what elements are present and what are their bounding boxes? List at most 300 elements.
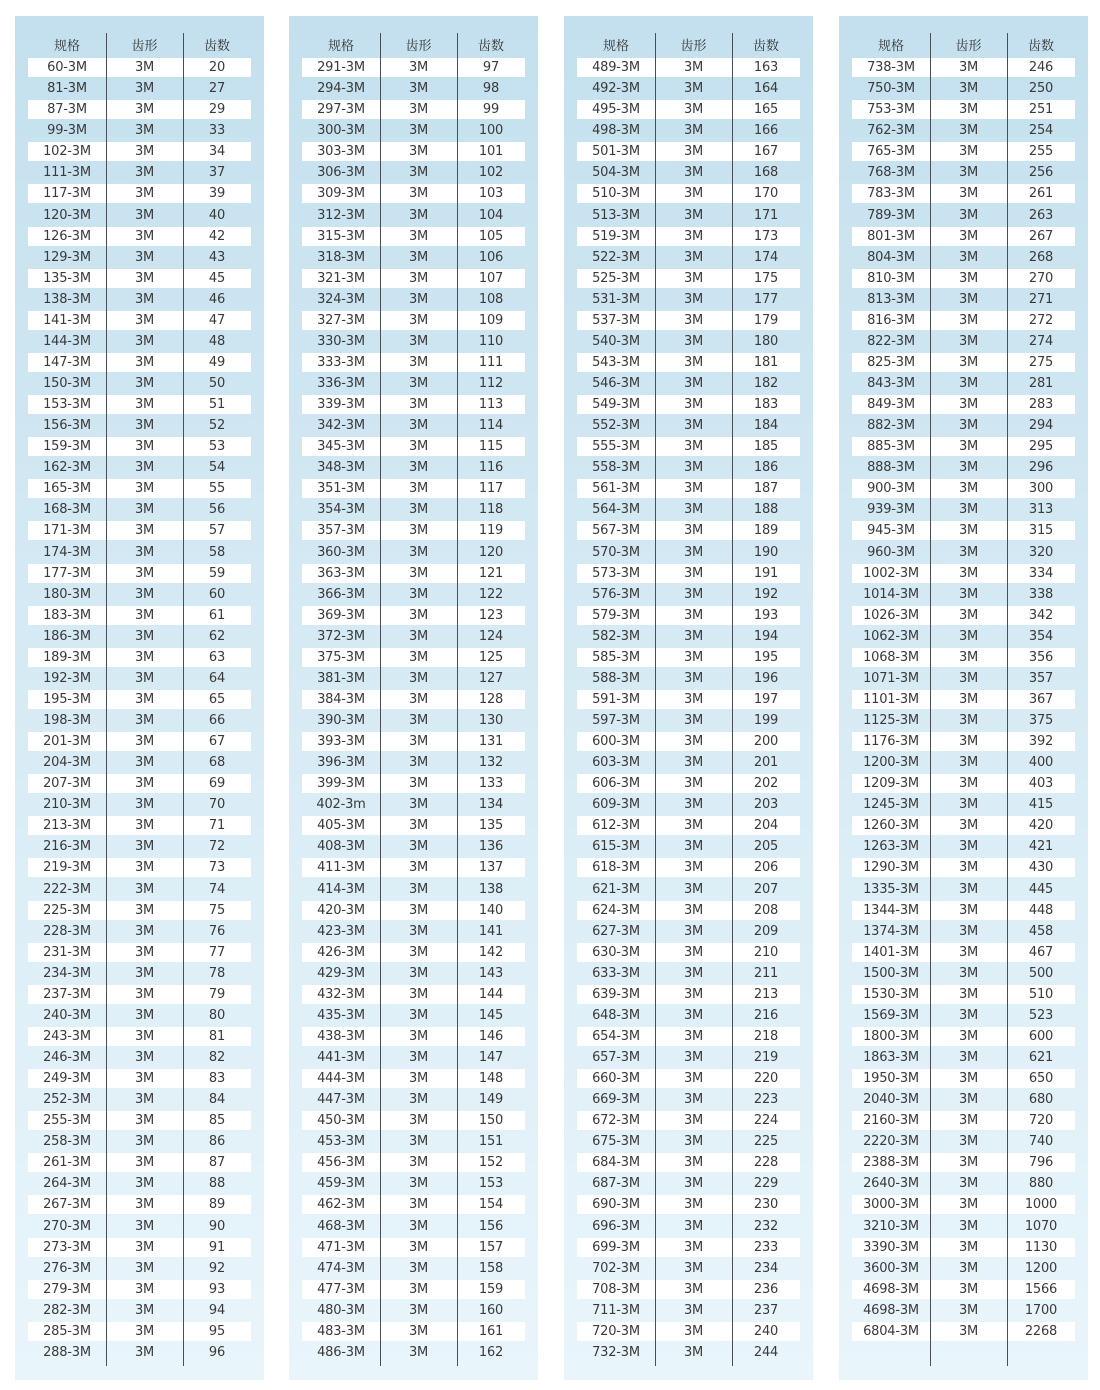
cell-spec: 177-3M <box>43 565 91 581</box>
header-tooth-count: 齿数 <box>1027 39 1054 54</box>
cell-tooth-count: 367 <box>1028 691 1054 707</box>
cell-tooth-count: 267 <box>1028 228 1054 244</box>
spec-table-panel-4 <box>839 16 1088 1380</box>
cell-tooth-count: 194 <box>753 628 779 644</box>
cell-tooth-profile: 3M <box>683 1260 704 1276</box>
table-row <box>852 648 1075 667</box>
cell-tooth-profile: 3M <box>683 1028 704 1044</box>
cell-tooth-count: 156 <box>478 1218 504 1234</box>
cell-tooth-profile: 3M <box>134 734 155 750</box>
cell-spec: 240-3M <box>43 1007 91 1023</box>
table-row <box>302 732 525 751</box>
table-row <box>852 500 1075 519</box>
table-row <box>302 269 525 288</box>
cell-spec: 1263-3M <box>863 839 919 855</box>
cell-spec: 1290-3M <box>863 860 919 876</box>
cell-spec: 654-3M <box>592 1028 640 1044</box>
table-row <box>577 1132 800 1151</box>
cell-spec: 126-3M <box>43 228 91 244</box>
cell-tooth-count: 251 <box>1028 102 1054 118</box>
header-tooth-profile: 齿形 <box>405 39 432 54</box>
cell-tooth-count: 467 <box>1028 944 1054 960</box>
cell-tooth-profile: 3M <box>134 397 155 413</box>
cell-tooth-profile: 3M <box>683 1007 704 1023</box>
cell-tooth-count: 96 <box>208 1344 226 1360</box>
cell-tooth-count: 191 <box>753 565 779 581</box>
cell-spec: 513-3M <box>592 207 640 223</box>
table-row <box>302 1153 525 1172</box>
cell-tooth-count: 134 <box>478 797 504 813</box>
table-row <box>302 627 525 646</box>
cell-spec: 477-3M <box>317 1281 365 1297</box>
table-row <box>852 774 1075 793</box>
table-row <box>852 521 1075 540</box>
cell-tooth-count: 110 <box>478 333 504 349</box>
cell-tooth-count: 392 <box>1028 734 1054 750</box>
cell-tooth-count: 357 <box>1028 670 1054 686</box>
table-row <box>577 627 800 646</box>
table-row <box>852 458 1075 477</box>
table-row <box>302 901 525 920</box>
table-row <box>28 901 251 920</box>
cell-tooth-profile: 3M <box>134 1260 155 1276</box>
cell-spec: 312-3M <box>317 207 365 223</box>
cell-tooth-profile: 3M <box>408 523 429 539</box>
cell-spec: 555-3M <box>592 439 640 455</box>
table-row <box>28 395 251 414</box>
table-row <box>852 184 1075 203</box>
cell-spec: 270-3M <box>43 1218 91 1234</box>
table-row <box>28 142 251 161</box>
cell-tooth-count: 135 <box>478 818 504 834</box>
cell-spec: 120-3M <box>43 207 91 223</box>
cell-tooth-count: 1000 <box>1024 1197 1058 1213</box>
table-row <box>28 353 251 372</box>
cell-spec: 306-3M <box>317 165 365 181</box>
cell-tooth-profile: 3M <box>958 1323 979 1339</box>
cell-spec: 420-3M <box>317 902 365 918</box>
table-row <box>577 332 800 351</box>
cell-tooth-profile: 3M <box>134 81 155 97</box>
cell-tooth-count: 136 <box>478 839 504 855</box>
cell-spec: 192-3M <box>43 670 91 686</box>
cell-tooth-profile: 3M <box>958 734 979 750</box>
table-row <box>577 648 800 667</box>
cell-spec: 567-3M <box>592 523 640 539</box>
cell-tooth-count: 338 <box>1028 586 1054 602</box>
cell-tooth-profile: 3M <box>134 1344 155 1360</box>
cell-tooth-count: 107 <box>478 270 504 286</box>
table-row <box>28 1153 251 1172</box>
cell-tooth-profile: 3M <box>958 291 979 307</box>
table-row <box>302 1048 525 1067</box>
table-row <box>577 1322 800 1341</box>
table-row <box>577 858 800 877</box>
table-row <box>852 79 1075 98</box>
cell-tooth-count: 78 <box>208 965 226 981</box>
cell-tooth-profile: 3M <box>958 923 979 939</box>
cell-spec: 264-3M <box>43 1176 91 1192</box>
cell-tooth-count: 181 <box>753 354 779 370</box>
cell-tooth-count: 184 <box>753 418 779 434</box>
cell-spec: 6804-3M <box>863 1323 919 1339</box>
spec-table-panel-1 <box>15 16 264 1380</box>
header-tooth-count: 齿数 <box>477 39 504 54</box>
cell-tooth-count: 70 <box>208 797 226 813</box>
cell-tooth-profile: 3M <box>408 481 429 497</box>
cell-tooth-count: 142 <box>478 944 504 960</box>
table-row <box>577 121 800 140</box>
cell-tooth-profile: 3M <box>408 291 429 307</box>
cell-spec: 1125-3M <box>863 713 919 728</box>
cell-tooth-count: 197 <box>753 691 779 707</box>
cell-spec: 255-3M <box>43 1113 91 1129</box>
cell-tooth-count: 356 <box>1028 649 1054 665</box>
cell-spec: 468-3M <box>317 1218 365 1234</box>
cell-tooth-profile: 3M <box>134 1239 155 1255</box>
table-row <box>852 732 1075 751</box>
cell-spec: 621-3M <box>592 881 640 897</box>
cell-spec: 381-3M <box>317 670 365 686</box>
cell-tooth-profile: 3M <box>683 439 704 455</box>
cell-tooth-count: 72 <box>208 839 226 855</box>
cell-tooth-profile: 3M <box>683 165 704 181</box>
cell-tooth-profile: 3M <box>134 418 155 434</box>
cell-tooth-profile: 3M <box>683 628 704 644</box>
cell-tooth-profile: 3M <box>134 144 155 160</box>
cell-tooth-count: 165 <box>753 102 779 118</box>
column-divider <box>732 33 733 1366</box>
table-row <box>577 1195 800 1214</box>
cell-tooth-profile: 3M <box>683 713 704 728</box>
table-row <box>577 395 800 414</box>
cell-tooth-count: 150 <box>478 1113 504 1129</box>
cell-tooth-count: 56 <box>208 502 226 518</box>
table-row <box>302 500 525 519</box>
cell-tooth-profile: 3M <box>683 565 704 581</box>
table-row <box>577 416 800 435</box>
cell-tooth-profile: 3M <box>408 439 429 455</box>
cell-tooth-count: 103 <box>478 186 504 202</box>
cell-tooth-count: 195 <box>753 649 779 665</box>
cell-tooth-count: 270 <box>1028 270 1054 286</box>
cell-tooth-count: 117 <box>478 481 504 497</box>
cell-tooth-profile: 3M <box>134 1218 155 1234</box>
table-row <box>28 627 251 646</box>
table-row <box>28 858 251 877</box>
cell-tooth-profile: 3M <box>134 333 155 349</box>
table-row <box>852 985 1075 1004</box>
cell-spec: 603-3M <box>592 755 640 771</box>
cell-tooth-profile: 3M <box>408 165 429 181</box>
table-row <box>302 1090 525 1109</box>
cell-spec: 1530-3M <box>863 986 919 1002</box>
cell-spec: 390-3M <box>317 713 365 728</box>
cell-spec: 462-3M <box>317 1197 365 1213</box>
cell-tooth-profile: 3M <box>134 1134 155 1150</box>
cell-spec: 579-3M <box>592 607 640 623</box>
cell-spec: 279-3M <box>43 1281 91 1297</box>
cell-tooth-count: 220 <box>753 1071 779 1087</box>
cell-spec: 1176-3M <box>863 734 919 750</box>
cell-spec: 684-3M <box>592 1155 640 1171</box>
table-row <box>28 1006 251 1025</box>
header-tooth-count: 齿数 <box>203 39 230 54</box>
cell-tooth-profile: 3M <box>134 628 155 644</box>
table-row <box>302 880 525 899</box>
cell-tooth-profile: 3M <box>134 860 155 876</box>
cell-tooth-count: 621 <box>1028 1050 1054 1065</box>
cell-tooth-count: 179 <box>753 312 779 328</box>
cell-spec: 189-3M <box>43 649 91 665</box>
table-row <box>28 1174 251 1193</box>
cell-tooth-profile: 3M <box>134 460 155 476</box>
cell-spec: 282-3M <box>43 1302 91 1318</box>
cell-tooth-count: 116 <box>478 460 504 476</box>
cell-spec: 549-3M <box>592 397 640 413</box>
table-header <box>577 33 800 56</box>
cell-tooth-count: 97 <box>482 60 500 76</box>
cell-tooth-count: 119 <box>478 523 504 539</box>
cell-tooth-count: 600 <box>1028 1028 1054 1044</box>
cell-tooth-count: 256 <box>1028 165 1054 181</box>
cell-spec: 408-3M <box>317 839 365 855</box>
spec-table-panel-2 <box>289 16 538 1380</box>
table-row <box>302 1132 525 1151</box>
cell-spec: 813-3M <box>867 291 915 307</box>
cell-tooth-count: 148 <box>478 1071 504 1087</box>
cell-spec: 882-3M <box>867 418 915 434</box>
cell-tooth-profile: 3M <box>958 481 979 497</box>
cell-spec: 441-3M <box>317 1050 365 1065</box>
cell-tooth-count: 90 <box>208 1218 226 1234</box>
cell-tooth-count: 79 <box>208 986 226 1002</box>
table-row <box>28 1280 251 1299</box>
table-header <box>28 33 251 56</box>
header-spec: 规格 <box>877 39 904 54</box>
cell-tooth-count: 204 <box>753 818 779 834</box>
cell-tooth-count: 228 <box>753 1155 779 1171</box>
cell-tooth-count: 271 <box>1028 291 1054 307</box>
cell-tooth-profile: 3M <box>408 60 429 76</box>
cell-tooth-profile: 3M <box>134 1176 155 1192</box>
table-row <box>852 690 1075 709</box>
table-row <box>577 816 800 835</box>
column-divider <box>930 33 931 1366</box>
cell-spec: 450-3M <box>317 1113 365 1129</box>
cell-tooth-profile: 3M <box>134 944 155 960</box>
cell-spec: 570-3M <box>592 544 640 560</box>
cell-tooth-profile: 3M <box>683 291 704 307</box>
cell-tooth-count: 193 <box>753 607 779 623</box>
table-row <box>577 943 800 962</box>
cell-tooth-count: 45 <box>208 270 226 286</box>
cell-spec: 99-3M <box>47 123 87 139</box>
cell-spec: 135-3M <box>43 270 91 286</box>
cell-tooth-count: 187 <box>753 481 779 497</box>
cell-tooth-profile: 3M <box>958 249 979 265</box>
table-row <box>577 1301 800 1320</box>
table-row <box>852 332 1075 351</box>
cell-spec: 204-3M <box>43 755 91 771</box>
cell-tooth-profile: 3M <box>408 986 429 1002</box>
cell-tooth-count: 210 <box>753 944 779 960</box>
cell-tooth-profile: 3M <box>408 81 429 97</box>
cell-tooth-profile: 3M <box>683 123 704 139</box>
table-row <box>28 121 251 140</box>
cell-tooth-profile: 3M <box>408 839 429 855</box>
cell-tooth-profile: 3M <box>683 586 704 602</box>
table-row <box>577 1153 800 1172</box>
table-row <box>28 606 251 625</box>
cell-tooth-profile: 3M <box>134 607 155 623</box>
cell-spec: 3600-3M <box>863 1260 919 1276</box>
cell-tooth-count: 421 <box>1028 839 1054 855</box>
cell-tooth-count: 140 <box>478 902 504 918</box>
header-tooth-profile: 齿形 <box>955 39 982 54</box>
table-row <box>28 100 251 119</box>
cell-tooth-count: 51 <box>208 397 226 413</box>
cell-spec: 618-3M <box>592 860 640 876</box>
cell-tooth-profile: 3M <box>134 1323 155 1339</box>
header-tooth-profile: 齿形 <box>131 39 158 54</box>
cell-tooth-count: 403 <box>1028 776 1054 792</box>
cell-tooth-profile: 3M <box>408 1239 429 1255</box>
cell-spec: 648-3M <box>592 1007 640 1023</box>
cell-tooth-profile: 3M <box>958 607 979 623</box>
table-row <box>852 1111 1075 1130</box>
cell-tooth-count: 34 <box>208 144 226 160</box>
cell-tooth-count: 84 <box>208 1092 226 1108</box>
cell-tooth-count: 52 <box>208 418 226 434</box>
cell-tooth-count: 1070 <box>1024 1218 1058 1234</box>
cell-spec: 486-3M <box>317 1344 365 1360</box>
cell-tooth-profile: 3M <box>408 333 429 349</box>
cell-spec: 939-3M <box>867 502 915 518</box>
cell-tooth-profile: 3M <box>958 965 979 981</box>
table-row <box>577 79 800 98</box>
table-row <box>302 711 525 730</box>
cell-tooth-profile: 3M <box>408 649 429 665</box>
cell-tooth-profile: 3M <box>958 649 979 665</box>
table-row <box>577 142 800 161</box>
cell-spec: 711-3M <box>592 1302 640 1318</box>
cell-spec: 183-3M <box>43 607 91 623</box>
cell-spec: 261-3M <box>43 1155 91 1171</box>
cell-tooth-count: 133 <box>478 776 504 792</box>
table-row <box>302 543 525 562</box>
table-row <box>852 1259 1075 1278</box>
cell-spec: 213-3M <box>43 818 91 834</box>
cell-tooth-count: 209 <box>753 923 779 939</box>
cell-tooth-count: 74 <box>208 881 226 897</box>
cell-tooth-profile: 3M <box>408 270 429 286</box>
cell-spec: 960-3M <box>867 544 915 560</box>
cell-tooth-count: 430 <box>1028 860 1054 876</box>
table-row <box>852 437 1075 456</box>
cell-tooth-profile: 3M <box>408 755 429 771</box>
cell-tooth-count: 114 <box>478 418 504 434</box>
cell-spec: 405-3M <box>317 818 365 834</box>
cell-spec: 561-3M <box>592 481 640 497</box>
cell-tooth-count: 122 <box>478 586 504 602</box>
cell-tooth-count: 101 <box>478 144 504 160</box>
table-row <box>28 669 251 688</box>
table-row <box>302 1322 525 1341</box>
cell-spec: 291-3M <box>317 60 365 76</box>
table-row <box>852 1301 1075 1320</box>
cell-spec: 657-3M <box>592 1050 640 1065</box>
table-row <box>302 795 525 814</box>
cell-spec: 354-3M <box>317 502 365 518</box>
spec-table <box>577 33 800 1362</box>
cell-tooth-profile: 3M <box>408 312 429 328</box>
cell-tooth-profile: 3M <box>683 965 704 981</box>
table-row <box>577 606 800 625</box>
table-row <box>852 711 1075 730</box>
cell-tooth-count: 236 <box>753 1281 779 1297</box>
table-row <box>28 269 251 288</box>
cell-tooth-count: 153 <box>478 1176 504 1192</box>
cell-tooth-count: 69 <box>208 776 226 792</box>
cell-tooth-count: 50 <box>208 376 226 391</box>
table-row <box>28 964 251 983</box>
table-row <box>302 142 525 161</box>
table-row <box>852 269 1075 288</box>
cell-tooth-count: 94 <box>208 1302 226 1318</box>
table-row <box>852 669 1075 688</box>
table-row <box>302 964 525 983</box>
cell-spec: 585-3M <box>592 649 640 665</box>
cell-spec: 330-3M <box>317 333 365 349</box>
table-row <box>28 585 251 604</box>
column-divider <box>1007 33 1008 1366</box>
cell-tooth-count: 49 <box>208 354 226 370</box>
cell-tooth-count: 33 <box>208 123 226 139</box>
cell-tooth-profile: 3M <box>134 1092 155 1108</box>
cell-tooth-profile: 3M <box>958 60 979 76</box>
table-row <box>852 1006 1075 1025</box>
cell-tooth-profile: 3M <box>408 965 429 981</box>
cell-spec: 888-3M <box>867 460 915 476</box>
table-row <box>302 564 525 583</box>
cell-tooth-profile: 3M <box>683 354 704 370</box>
cell-tooth-profile: 3M <box>958 1113 979 1129</box>
cell-tooth-profile: 3M <box>683 691 704 707</box>
cell-tooth-profile: 3M <box>408 670 429 686</box>
table-row <box>28 1048 251 1067</box>
cell-tooth-profile: 3M <box>408 123 429 139</box>
table-row <box>302 1238 525 1257</box>
table-row <box>28 943 251 962</box>
cell-spec: 249-3M <box>43 1071 91 1087</box>
cell-tooth-count: 157 <box>478 1239 504 1255</box>
cell-tooth-profile: 3M <box>134 207 155 223</box>
table-row <box>28 458 251 477</box>
table-row <box>302 353 525 372</box>
table-row <box>302 753 525 772</box>
cell-tooth-count: 81 <box>208 1028 226 1044</box>
cell-tooth-profile: 3M <box>958 755 979 771</box>
cell-tooth-count: 47 <box>208 312 226 328</box>
cell-spec: 285-3M <box>43 1323 91 1339</box>
cell-tooth-count: 53 <box>208 439 226 455</box>
cell-spec: 2160-3M <box>863 1113 919 1129</box>
cell-tooth-count: 162 <box>478 1344 504 1360</box>
cell-tooth-count: 171 <box>753 207 779 223</box>
table-row <box>852 353 1075 372</box>
cell-spec: 702-3M <box>592 1260 640 1276</box>
